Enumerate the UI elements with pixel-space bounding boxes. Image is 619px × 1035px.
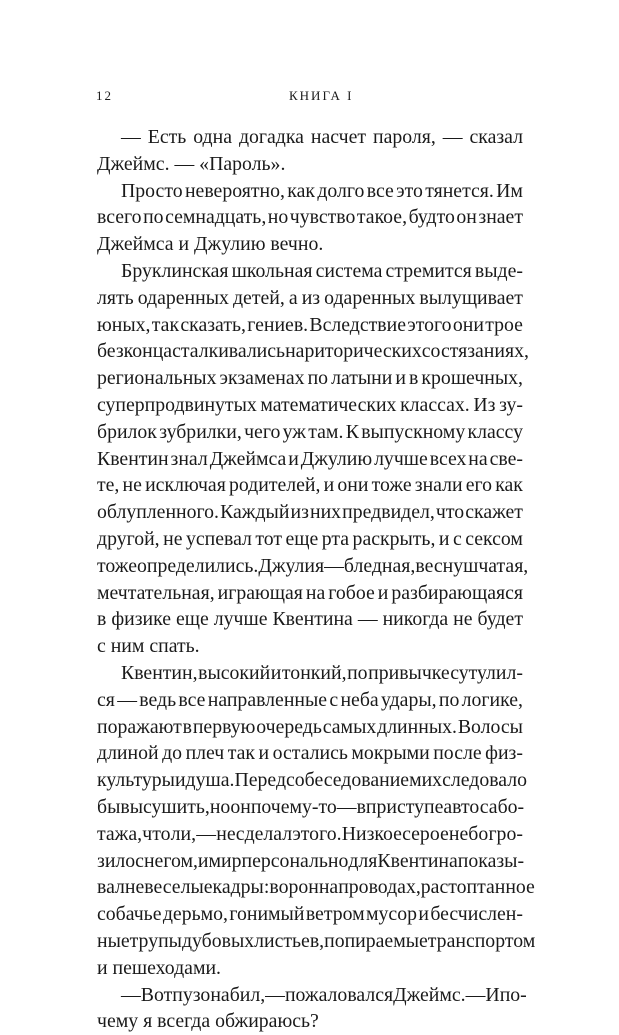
paragraph bbox=[97, 660, 523, 982]
text-line: длиной до плеч так и остались мокрыми после физ- bbox=[97, 740, 523, 767]
text-line: Просто невероятно, как долго все это тянется. Им bbox=[97, 178, 523, 205]
text-line: лять одаренных детей, а из одаренных вылущивает bbox=[97, 285, 523, 312]
text-line: мечтательная, играющая на гобое и разбирающаяся bbox=[97, 580, 523, 607]
text-line: региональных экзаменах по латыни и в крошечных, bbox=[97, 365, 523, 392]
text-line: всего по семнадцать, но чувство такое, будто он знает bbox=[97, 204, 523, 231]
text-line: облупленного. Каждый из них предвидел, что скажет bbox=[97, 499, 523, 526]
text-line: ся — ведь все направленные с неба удары, по логике, bbox=[97, 687, 523, 714]
text-line: без конца сталкивались на риторических состязаниях, bbox=[97, 338, 523, 365]
text-line: Квентин знал Джеймса и Джулию лучше всех на све- bbox=[97, 446, 523, 473]
text-line: ные трупы дубовых листьев, попираемые транспортом bbox=[97, 928, 523, 955]
text-line: брилок зубрилки, чего уж там. К выпускному классу bbox=[97, 419, 523, 446]
text-line: Джеймс. — «Пароль». bbox=[97, 151, 523, 178]
text-line: чему я всегда обжираюсь? bbox=[97, 1008, 523, 1035]
paragraph bbox=[97, 258, 523, 660]
text-line: культуры и душа. Перед собеседованием их следовало bbox=[97, 767, 523, 794]
text-line: юных, так сказать, гениев. Вследствие этого они трое bbox=[97, 312, 523, 339]
text-line: — Вот пузо набил, — пожаловался Джеймс. — И по- bbox=[97, 982, 523, 1009]
text-line: вал невеселые кадры: ворон на проводах, растоптанное bbox=[97, 874, 523, 901]
text-line: с ним спать. bbox=[97, 633, 523, 660]
text-line: — Есть одна догадка насчет пароля, — сказал bbox=[97, 124, 523, 151]
text-line: Джеймса и Джулию вечно. bbox=[97, 231, 523, 258]
text-line: зило снегом, и мир персонально для Квентина показы- bbox=[97, 848, 523, 875]
page-number: 12 bbox=[96, 88, 113, 104]
paragraph bbox=[97, 982, 523, 1035]
body-text bbox=[97, 124, 523, 1035]
text-line: суперпродвинутых математических классах. Из зу- bbox=[97, 392, 523, 419]
paragraph bbox=[97, 124, 523, 178]
text-line: тоже определились. Джулия — бледная, веснушчатая, bbox=[97, 553, 523, 580]
text-line: тажа, что ли, — не сделал этого. Низкое серое небо гро- bbox=[97, 821, 523, 848]
text-line: и пешеходами. bbox=[97, 955, 523, 982]
text-line: собачье дерьмо, гонимый ветром мусор и бесчислен- bbox=[97, 901, 523, 928]
running-head: КНИГА I bbox=[289, 88, 354, 104]
text-line: другой, не успевал тот еще рта раскрыть, и с сексом bbox=[97, 526, 523, 553]
text-line: Бруклинская школьная система стремится выде- bbox=[97, 258, 523, 285]
text-line: те, не исключая родителей, и они тоже знали его как bbox=[97, 472, 523, 499]
paragraph bbox=[97, 178, 523, 258]
text-line: поражают в первую очередь самых длинных. Волосы bbox=[97, 714, 523, 741]
text-line: в физике еще лучше Квентина — никогда не будет bbox=[97, 606, 523, 633]
text-line: бы высушить, но он почему-то — в приступе автосабо- bbox=[97, 794, 523, 821]
text-line: Квентин, высокий и тонкий, по привычке сутулил- bbox=[97, 660, 523, 687]
